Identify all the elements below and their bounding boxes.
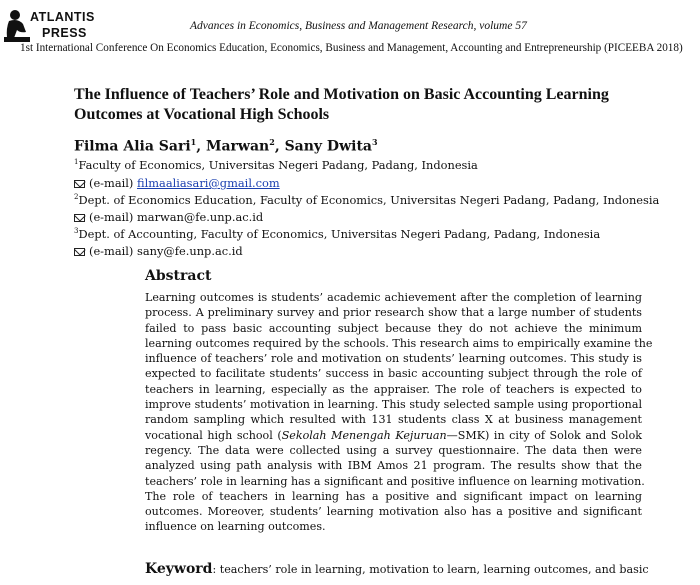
abstract-body: [145, 290, 653, 535]
abstract-line: influence on learning outcomes.: [145, 520, 326, 534]
affiliation-sup: 2: [74, 193, 79, 202]
author-sep: ,: [196, 138, 206, 155]
abstract-line: outcomes. Moreover, students’ learning motivation also has a positive and significant: [145, 505, 642, 519]
abstract-line: random sampling which resulted with 131 students class X at business management: [145, 413, 642, 427]
email-line-1: [74, 176, 280, 190]
logo-line2: PRESS: [42, 26, 87, 40]
abstract-line: Learning outcomes is students’ academic achievement after the completion of learning: [145, 291, 642, 304]
abstract-heading: Abstract: [145, 268, 212, 284]
email-prefix: (e-mail): [89, 210, 137, 224]
email-line-3: [74, 244, 243, 258]
abstract-line: expected to facilitate students’ success in basic accounting subject through the role of: [145, 367, 642, 381]
email-address: sany@fe.unp.ac.id: [136, 244, 243, 258]
author-name: Marwan: [205, 138, 270, 155]
email-prefix: (e-mail): [89, 244, 137, 258]
affiliation-text: Dept. of Economics Education, Faculty of Economics, Universitas Negeri Padang, Padang, Indonesia: [78, 193, 660, 207]
journal-name: Advances in Economics, Business and Management Research, volume 57: [190, 20, 527, 32]
author-sup: 1: [190, 137, 197, 147]
title-line-2: Outcomes at Vocational High Schools: [74, 106, 330, 123]
keyword-text: : teachers’ role in learning, motivation to learn, learning outcomes, and basic: [212, 563, 649, 576]
email-line-2: [74, 210, 263, 224]
affiliation-text: Dept. of Accounting, Faculty of Economics, Universitas Negeri Padang, Padang, Indonesia: [78, 227, 601, 241]
envelope-icon: [74, 180, 85, 188]
envelope-icon: [74, 248, 85, 256]
author-name: Sany Dwita: [284, 138, 372, 155]
affiliation-sup: 3: [74, 227, 79, 236]
abstract-line: regency. The data were collected using a survey questionnaire. The data then were: [145, 443, 642, 457]
abstract-line: The role of teachers in learning has a positive and significant impact on learning: [145, 489, 642, 503]
keyword-label: Keyword: [145, 561, 213, 577]
envelope-icon: [74, 214, 85, 222]
keywords: [145, 561, 649, 577]
affiliation-text: Faculty of Economics, Universitas Negeri Padang, Padang, Indonesia: [78, 158, 478, 172]
abstract-line: learning outcomes required by the schools. This research aims to empirically examine the: [145, 336, 653, 350]
abstract-line: teachers in learning, especially as the appraiser. The role of teachers is expected to: [145, 382, 642, 396]
abstract-line: failed to pass basic accounting subject because they do not achieve the minimum: [145, 321, 642, 335]
paper-title: [74, 85, 634, 125]
abstract-line: influence of teachers’ role and motivation on students’ learning outcomes. This study is: [145, 352, 642, 366]
abstract-line: improve students’ motivation in learning. This study selected sample using proportional: [145, 398, 642, 412]
author-sep: ,: [274, 138, 285, 155]
italic-term: Sekolah Menengah Kejuruan: [281, 428, 447, 442]
author-sup: 2: [269, 137, 275, 147]
abstract-line: analyzed using path analysis with IBM Amos 21 program. The results show that the: [145, 459, 642, 473]
author-list: [74, 137, 378, 155]
affiliation-1: [74, 158, 478, 172]
author-name: Filma Alia Sari: [74, 138, 191, 155]
title-line-1: The Influence of Teachers’ Role and Motivation on Basic Accounting Learning: [74, 86, 609, 103]
affiliation-sup: 1: [74, 158, 79, 167]
email-address: marwan@fe.unp.ac.id: [136, 210, 264, 224]
conference-name: 1st International Conference On Economics Education, Economics, Business and Management, Accounting and Entrepreneurship (PICEEBA 2018): [20, 42, 683, 54]
publisher-logo: [4, 8, 124, 44]
email-prefix: (e-mail): [89, 176, 137, 190]
abstract-line: process. A preliminary survey and prior research show that a large number of students: [145, 306, 642, 320]
affiliation-3: [74, 227, 600, 241]
abstract-line: teachers’ role in learning has a significant and positive influence on learning motivation.: [145, 474, 645, 488]
affiliation-2: [74, 193, 659, 207]
email-link[interactable]: filmaaliasari@gmail.com: [136, 176, 280, 190]
logo-line1: ATLANTIS: [30, 10, 95, 24]
author-sup: 3: [371, 137, 378, 147]
abstract-line: vocational high school (Sekolah Menengah Kejuruan—SMK) in city of Solok and Solok: [145, 428, 642, 442]
